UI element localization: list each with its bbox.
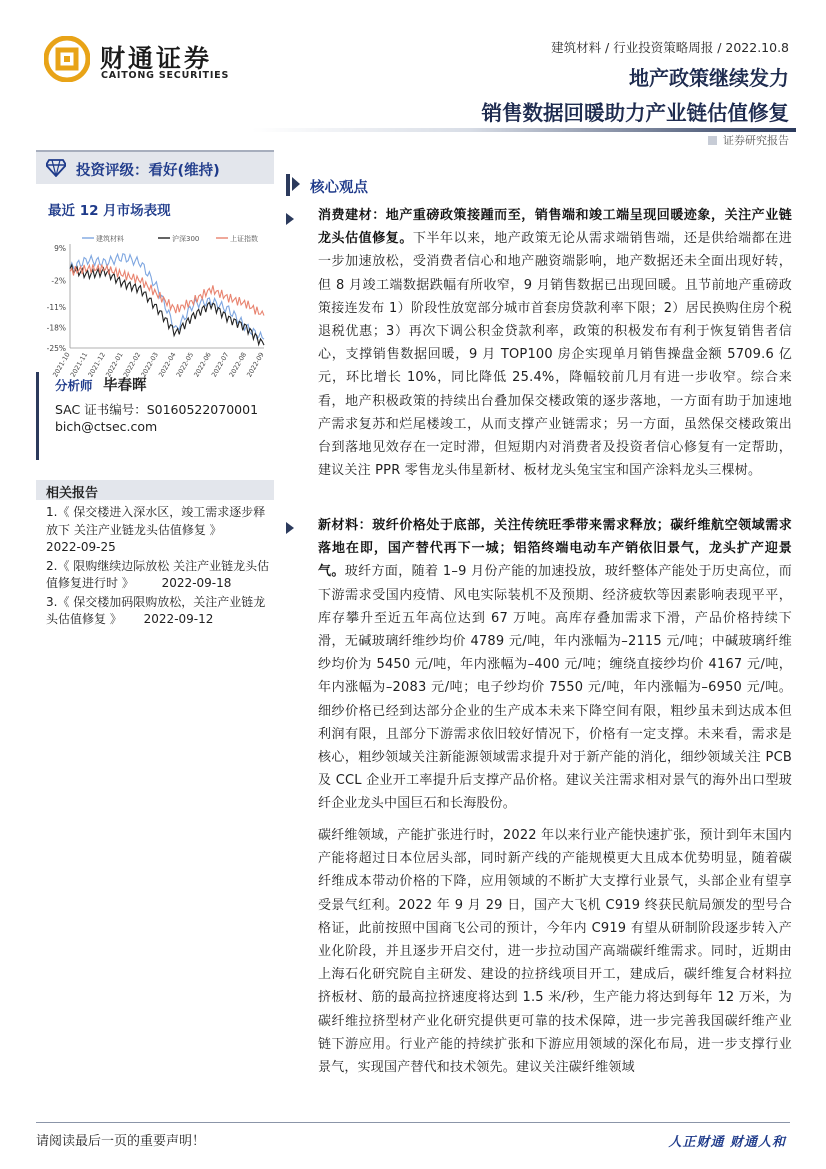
y-tick-label: -18% xyxy=(46,323,66,333)
analyst-label: 分析师 xyxy=(55,378,93,393)
legend-label: 上证指数 xyxy=(230,235,258,243)
footer-disclaimer: 请阅读最后一页的重要声明！ xyxy=(36,1134,206,1149)
doc-type xyxy=(708,132,789,148)
analyst-name: 毕春晖 xyxy=(103,378,147,394)
doc-type-label: 证券研究报告 xyxy=(723,134,789,147)
paragraph-carbon-fiber: 碳纤维领域，产能扩张进行时，2022 年以来行业产能快速扩张，预计到年末国内产能将超过日本位居头部，同时新产线的产能规模更大且成本优势明显，随着碳纤维成本带动价格的下降，应用领域的不断扩大支撑行业景气，头部企业有望享受景气红利。2022 年 9 月 29 日，国产大飞机 C919 终获民航局颁发的型号合格证，此前按照中国商飞公司的预计，今年内 C919 有望从研制阶段逐步转入产业化阶段，并且逐步开启交付，进一步拉动国产高端碳纤维需求。同时，近期由上海石化研究院自主研发、建设的拉挤线项目开工，建成后，碳纤维复合材料拉挤板材、筋的最高拉挤速度将达到 1.5 米/秒，生产能力将达到每年 12 万米，为碳纤维拉挤型材产业化研究提供更可靠的技术保障，进一步完善我国碳纤维产业链下游应用。行业产能的持续扩张和下游应用领域的深化布局，进一步支撑行业景气，实现国产替代和技术领先。建议关注碳纤维领域 xyxy=(318,828,792,1076)
company-name-en: CAITONG SECURITIES xyxy=(101,70,230,81)
related-report-item[interactable] xyxy=(46,594,274,629)
caitong-logo-icon xyxy=(44,36,90,82)
x-tick-label: 2021-11 xyxy=(68,351,90,379)
company-logo xyxy=(44,36,249,84)
related-reports-header xyxy=(36,480,274,500)
analyst-sac: SAC 证书编号：S0160522070001 xyxy=(55,402,259,417)
analyst-block xyxy=(36,372,274,460)
diamond-icon xyxy=(46,159,66,177)
x-tick-label: 2022-07 xyxy=(209,351,231,379)
x-tick-label: 2021-12 xyxy=(86,351,108,379)
paragraph-consumer-materials xyxy=(318,204,792,482)
core-title: 核心观点 xyxy=(310,180,368,196)
related-report-title[interactable]: 2.《 限购继续边际放松 关注产业链龙头估值修复进行时 》 xyxy=(46,558,270,590)
x-tick-label: 2022-04 xyxy=(157,351,178,379)
footer-slogan: 人正财通 财通人和 xyxy=(668,1135,786,1150)
x-tick-label: 2022-05 xyxy=(174,351,196,379)
series-line xyxy=(70,254,264,340)
related-report-item[interactable] xyxy=(46,558,274,593)
x-tick-label: 2022-01 xyxy=(104,351,125,379)
bullet-arrow-icon xyxy=(286,522,294,534)
bullet-arrow-icon xyxy=(286,213,294,225)
paragraph-body: 下半年以来，地产政策无论从需求端销售端，还是供给端都在进一步加速放松，受消费者信心和地产融资端影响，地产数据还未全面出现好转，但 8 月竣工端数据跌幅有所收窄，9 月销售数据已出现回暖。且节前地产重磅政策接连发布 1）阶段性放宽部分城市首套房贷款利率下限；2）居民换购住房个税退税优惠；3）再次下调公积金贷款利率，政策的积极发布有利于恢复销售者信心，支撑销售数据回暖，9 月 TOP100 房企实现单月销售操盘金额 5709.6 亿元，环比增长 10%，同比降低 25.4%，降幅较前几月有进一步收窄。综合来看，地产积极政策的持续出台叠加保交楼政策的逐步落地，一方面有助于加速地产需求复苏和烂尾楼竣工，从而支撑产业链需求；另一方面，虽然保交楼政策出台到落地见效存在一定时滞，但短期内对消费者及投资者信心修复有一定帮助，建议关注 PPR 零售龙头伟星新材、板材龙头兔宝宝和国产涂料龙头三棵树。 xyxy=(318,231,792,479)
related-reports-title: 相关报告 xyxy=(46,486,99,501)
paragraph-lead: 新材料：玻纤价格处于底部，关注传统旺季带来需求释放；碳纤维航空领域需求落地在即，国产替代再下一城；铝箔终端电动车产销依旧景气，龙头扩产迎景气。 xyxy=(318,518,792,580)
performance-chart xyxy=(36,228,274,388)
related-report-date: 2022-09-18 xyxy=(161,576,232,590)
y-tick-label: -25% xyxy=(46,344,66,353)
legend-label: 沪深300 xyxy=(172,235,200,243)
report-meta: 建筑材料 / 行业投资策略周报 / 2022.10.8 xyxy=(551,40,789,55)
core-title-bar xyxy=(286,174,290,196)
analyst-email[interactable]: bich@ctsec.com xyxy=(55,419,158,434)
related-report-date: 2022-09-25 xyxy=(46,540,116,554)
x-tick-label: 2021-10 xyxy=(51,351,72,379)
x-tick-label: 2022-09 xyxy=(245,351,266,379)
x-tick-label: 2022-02 xyxy=(121,351,143,379)
x-tick-label: 2022-06 xyxy=(192,351,213,379)
y-tick-label: -2% xyxy=(51,276,66,286)
company-name-cn: 财通证券 xyxy=(100,44,213,73)
y-tick-label: -11% xyxy=(46,302,66,312)
x-tick-label: 2022-03 xyxy=(139,351,160,379)
related-report-item[interactable] xyxy=(46,504,274,557)
doc-type-marker-icon xyxy=(708,136,717,145)
y-tick-label: 9% xyxy=(54,244,66,253)
rating-box xyxy=(36,150,274,184)
paragraph-body: 玻纤方面，随着 1–9 月份产能的加速投放，玻纤整体产能处于历史高位，而下游需求受国内疫情、风电实际装机不及预期、经济疲软等因素影响表现平平，库存攀升至近五年高位达到 67 万吨。高库存叠加需求下滑，产品价格持续下滑，无碱玻璃纤维纱均价 4789 元/吨，年内涨幅为–2115 元/吨；中碱玻璃纤维纱均价为 5450 元/吨，年内涨幅为–400 元/吨；缠绕直接纱均价 4167 元/吨，年内涨幅为–2083 元/吨；电子纱均价 7550 元/吨，年内涨幅为–6950 元/吨。细纱价格已经到达部分企业的生产成本未来下降空间有限，粗纱虽未到达成本但利润有限，且部分下游需求依旧较好情况下，价格有一定支撑。未来看，需求是核心，粗纱领域关注新能源领域需求提升对于新产能的消化，细纱领域关注 PCB 及 CCL 企业开工率提升后支撑产品价格。建议关注需求相对景气的海外出口型玻纤企业龙头中国巨石和长海股份。 xyxy=(318,564,792,812)
paragraph-new-materials xyxy=(318,514,792,816)
paragraph-lead: 消费建材：地产重磅政策接踵而至，销售端和竣工端呈现回暖迹象，关注产业链龙头估值修复。 xyxy=(318,208,792,247)
rating-text: 投资评级：看好(维持) xyxy=(76,163,220,179)
related-report-title[interactable]: 3.《 保交楼加码限购放松，关注产业链龙头估值修复 》 xyxy=(46,594,266,626)
footer-divider xyxy=(36,1122,790,1123)
report-title-line2: 销售数据回暖助力产业链估值修复 xyxy=(481,101,789,125)
related-report-title[interactable]: 1.《 保交楼进入深水区，竣工需求逐步释放下 关注产业链龙头估值修复 》 xyxy=(46,505,266,537)
related-report-date: 2022-09-12 xyxy=(143,612,214,626)
x-tick-label: 2022-08 xyxy=(227,351,249,379)
legend-label: 建筑材料 xyxy=(96,235,124,243)
core-title-arrow-icon xyxy=(292,177,300,191)
related-reports-list xyxy=(46,504,274,630)
performance-title: 最近 12 月市场表现 xyxy=(48,203,171,219)
report-title-line1: 地产政策继续发力 xyxy=(629,66,789,90)
